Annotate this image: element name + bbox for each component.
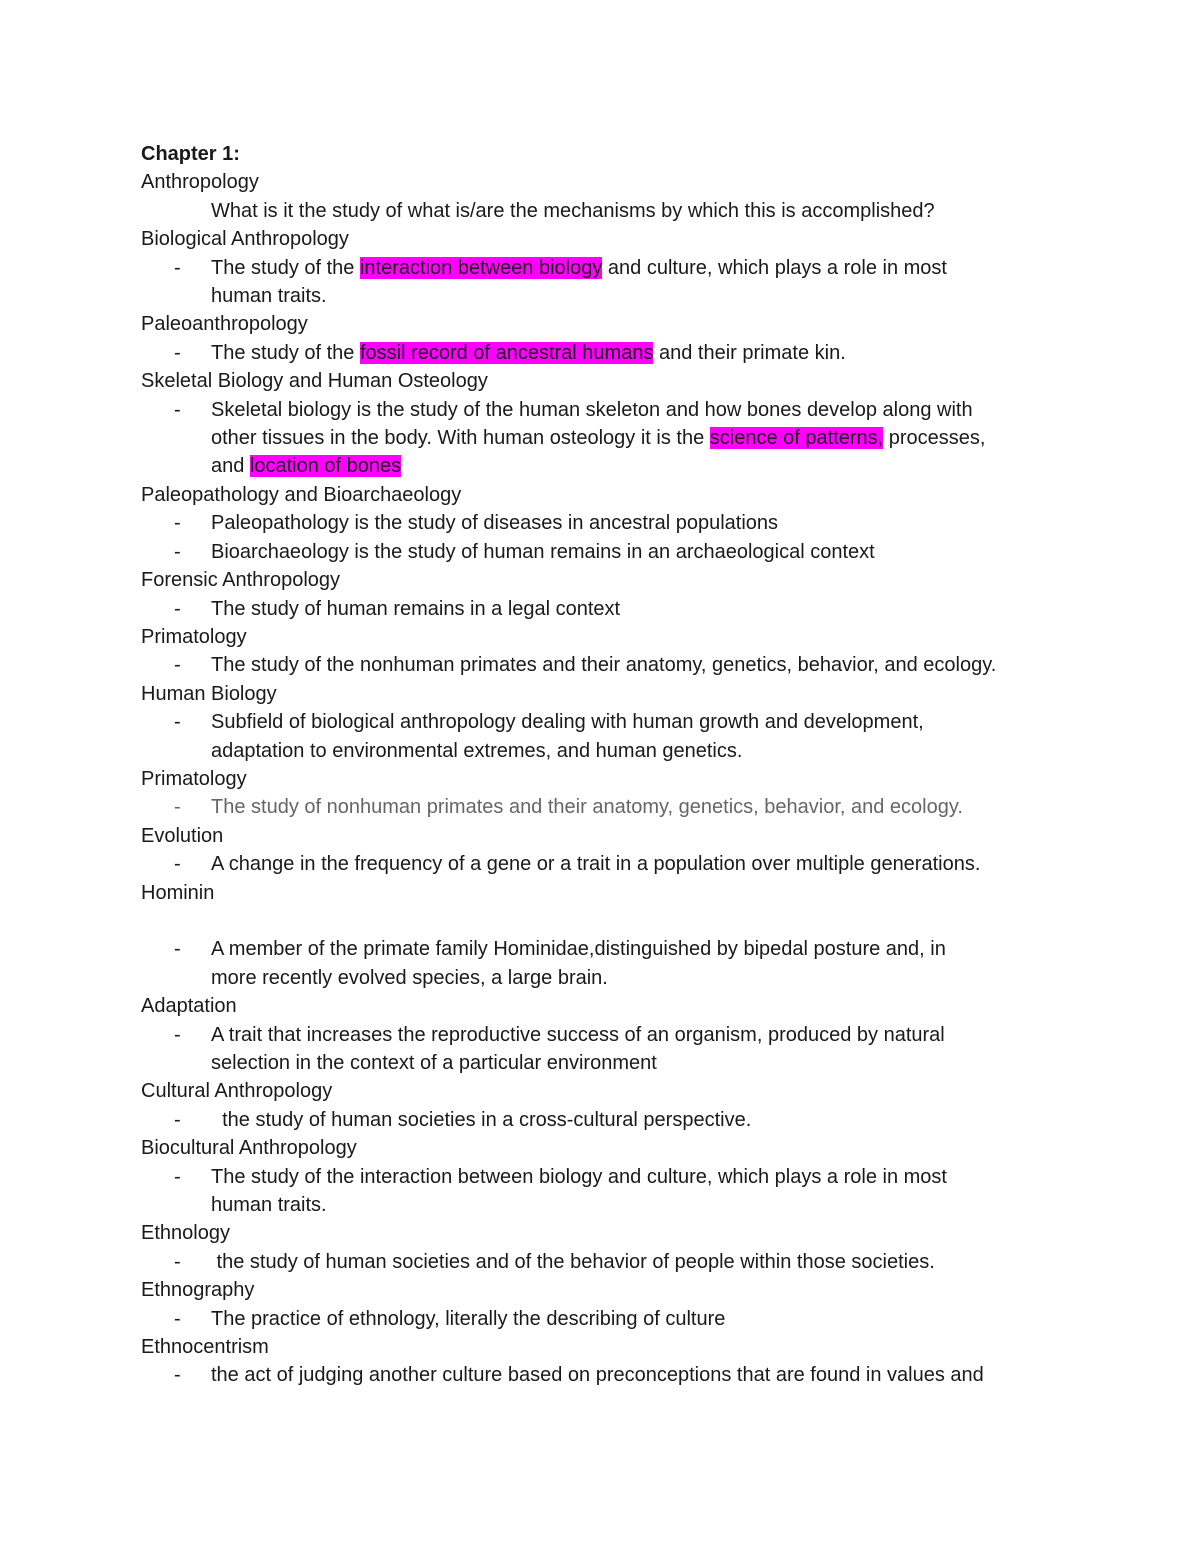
text-segment: A member of the primate family Hominidae,distinguished by bipedal posture and, in	[211, 938, 946, 961]
bullet-continuation: more recently evolved species, a large brain.	[211, 966, 608, 989]
term-paleopathology: Paleopathology and Bioarchaeology	[141, 483, 462, 506]
highlighted-text: location of bones	[249, 455, 402, 478]
bullet-item	[141, 538, 1101, 566]
bullet-continuation: adaptation to environmental extremes, and human genetics.	[211, 739, 743, 762]
highlighted-text: fossil record of ancestral humans	[359, 341, 654, 364]
bullet-item	[141, 595, 1101, 623]
bullet-item	[141, 1305, 1101, 1333]
text-segment: The study of the	[211, 256, 360, 279]
text-segment: and their primate kin.	[653, 341, 846, 364]
bullet-dash: -	[174, 341, 181, 364]
term-cultural-anthropology: Cultural Anthropology	[141, 1080, 333, 1103]
bullet-item	[141, 708, 1101, 736]
bullet-continuation: human traits.	[211, 285, 327, 308]
bullet-dash: -	[174, 398, 181, 421]
text-segment: The study of the	[211, 341, 360, 364]
notes-content	[141, 140, 1101, 1390]
text-segment: the act of judging another culture based on preconceptions that are found in values and	[211, 1364, 984, 1387]
term-ethnography: Ethnography	[141, 1279, 255, 1302]
bullet-item	[141, 254, 1101, 282]
bullet-dash: -	[174, 711, 181, 734]
text-segment: The study of human remains in a legal context	[211, 597, 621, 620]
bullet-item	[141, 339, 1101, 367]
blank-line	[141, 907, 1101, 935]
text-segment: The study of the nonhuman primates and their anatomy, genetics, behavior, and ecology.	[211, 654, 997, 677]
text-segment: The practice of ethnology, literally the describing of culture	[211, 1307, 726, 1330]
bullet-item	[141, 1021, 1101, 1049]
bullet-dash: -	[174, 256, 181, 279]
anthropology-question: What is it the study of what is/are the mechanisms by which this is accomplished?	[211, 199, 935, 222]
text-segment: the study of human societies in a cross-cultural perspective.	[211, 1108, 752, 1131]
term-forensic-anthropology: Forensic Anthropology	[141, 569, 341, 592]
bullet-item	[141, 396, 1101, 424]
bullet-dash: -	[174, 654, 181, 677]
term-biological-anthropology: Biological Anthropology	[141, 228, 349, 251]
bullet-continuation: human traits.	[211, 1194, 327, 1217]
text-segment: A change in the frequency of a gene or a trait in a population over multiple generations.	[211, 853, 981, 876]
bullet-item	[141, 1163, 1101, 1191]
highlighted-text: interaction between biology	[359, 256, 603, 279]
text-segment: A trait that increases the reproductive success of an organism, produced by natural	[211, 1023, 945, 1046]
term-human-biology: Human Biology	[141, 682, 277, 705]
text-segment: and	[211, 455, 250, 478]
bullet-dash: -	[174, 1023, 181, 1046]
text-segment: processes,	[883, 427, 986, 450]
text-segment: Bioarchaeology is the study of human remains in an archaeological context	[211, 540, 875, 563]
term-ethnology: Ethnology	[141, 1222, 230, 1245]
text-segment: the study of human societies and of the behavior of people within those societies.	[211, 1250, 935, 1273]
term-hominin: Hominin	[141, 881, 215, 904]
bullet-dash: -	[174, 1364, 181, 1387]
term-anthropology: Anthropology	[141, 171, 259, 194]
term-primatology: Primatology	[141, 625, 247, 648]
highlighted-text: science of patterns,	[709, 427, 884, 450]
text-segment: The study of the interaction between biology and culture, which plays a role in most	[211, 1165, 947, 1188]
text-segment: Paleopathology is the study of diseases in ancestral populations	[211, 512, 779, 535]
term-adaptation: Adaptation	[141, 995, 237, 1018]
text-segment: other tissues in the body. With human osteology it is the	[211, 427, 710, 450]
bullet-item	[141, 651, 1101, 679]
bullet-continuation	[141, 424, 1101, 452]
bullet-dash: -	[174, 1307, 181, 1330]
bullet-dash: -	[174, 512, 181, 535]
text-segment: Subfield of biological anthropology dealing with human growth and development,	[211, 711, 924, 734]
bullet-item	[141, 1248, 1101, 1276]
bullet-dash: -	[174, 1108, 181, 1131]
term-skeletal-biology: Skeletal Biology and Human Osteology	[141, 370, 488, 393]
bullet-dash: -	[174, 597, 181, 620]
text-segment: Skeletal biology is the study of the human skeleton and how bones develop along with	[211, 398, 973, 421]
term-ethnocentrism: Ethnocentrism	[141, 1336, 269, 1359]
bullet-dash: -	[174, 796, 181, 819]
bullet-dash: -	[174, 853, 181, 876]
bullet-continuation: selection in the context of a particular environment	[211, 1051, 657, 1074]
bullet-item	[141, 935, 1101, 963]
term-evolution: Evolution	[141, 824, 224, 847]
bullet-item	[141, 850, 1101, 878]
bullet-continuation	[141, 452, 1101, 480]
bullet-dash: -	[174, 1250, 181, 1273]
bullet-item	[141, 509, 1101, 537]
term-primatology: Primatology	[141, 767, 247, 790]
bullet-item	[141, 1361, 1101, 1389]
chapter-title: Chapter 1:	[141, 143, 240, 165]
bullet-dash: -	[174, 540, 181, 563]
text-segment: The study of nonhuman primates and their anatomy, genetics, behavior, and ecology.	[211, 796, 963, 819]
text-segment: and culture, which plays a role in most	[602, 256, 947, 279]
bullet-dash: -	[174, 1165, 181, 1188]
bullet-item	[141, 793, 1101, 821]
term-paleoanthropology: Paleoanthropology	[141, 313, 308, 336]
bullet-dash: -	[174, 938, 181, 961]
bullet-item	[141, 1106, 1101, 1134]
term-biocultural-anthropology: Biocultural Anthropology	[141, 1137, 357, 1160]
